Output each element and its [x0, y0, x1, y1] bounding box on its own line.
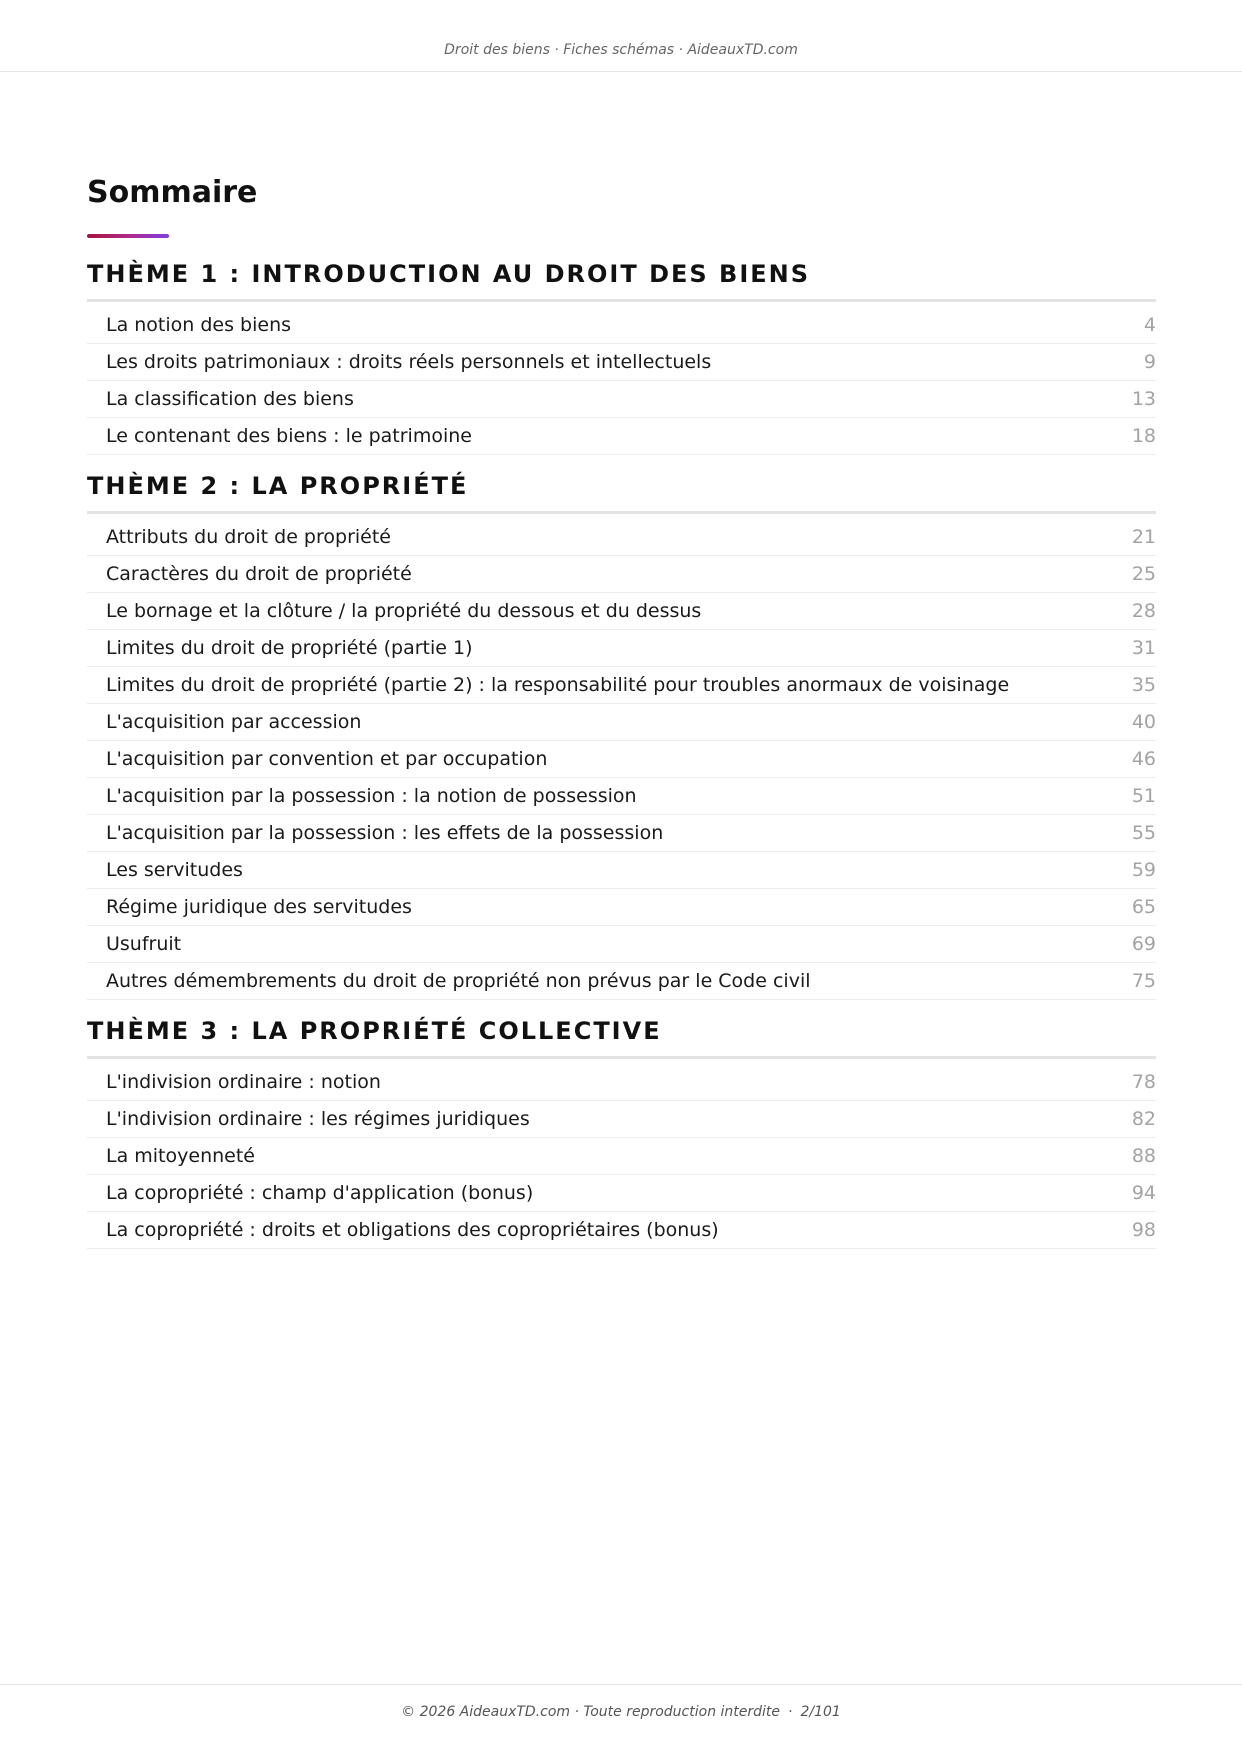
toc-entry[interactable]	[87, 815, 1156, 852]
entry-label: L'acquisition par convention et par occupation	[106, 748, 548, 770]
entry-label: Autres démembrements du droit de propriété non prévus par le Code civil	[106, 970, 811, 992]
toc-entry[interactable]	[87, 1138, 1156, 1175]
toc-entry[interactable]	[87, 418, 1156, 455]
entry-label: L'acquisition par accession	[106, 711, 362, 733]
toc-entry[interactable]	[87, 852, 1156, 889]
toc-entry[interactable]	[87, 889, 1156, 926]
toc-entry[interactable]	[87, 630, 1156, 667]
entry-page-number: 46	[1131, 748, 1156, 770]
entry-label: L'indivision ordinaire : les régimes juridiques	[106, 1108, 530, 1130]
footer-copyright: © 2026 AideauxTD.com · Toute reproduction interdite	[401, 1704, 781, 1720]
entry-label: Caractères du droit de propriété	[106, 563, 412, 585]
page-title: Sommaire	[87, 175, 258, 210]
entry-page-number: 18	[1131, 425, 1156, 447]
entry-label: La mitoyenneté	[106, 1145, 255, 1167]
toc-entry[interactable]	[87, 667, 1156, 704]
entry-label: L'acquisition par la possession : les effets de la possession	[106, 822, 664, 844]
toc-entry[interactable]	[87, 1175, 1156, 1212]
entry-page-number: 65	[1131, 896, 1156, 918]
entry-page-number: 82	[1131, 1108, 1156, 1130]
theme-section-1	[87, 259, 1156, 455]
toc-entry[interactable]	[87, 1101, 1156, 1138]
theme-title: THÈME 3 : LA PROPRIÉTÉ COLLECTIVE	[87, 1016, 1156, 1059]
toc-entry[interactable]	[87, 514, 1156, 556]
entry-page-number: 75	[1131, 970, 1156, 992]
toc-entry[interactable]	[87, 963, 1156, 1000]
entry-list	[87, 302, 1156, 455]
entry-list	[87, 514, 1156, 1000]
entry-page-number: 31	[1131, 637, 1156, 659]
entry-label: Limites du droit de propriété (partie 2) : la responsabilité pour troubles anormaux de voisinage	[106, 674, 1010, 696]
entry-page-number: 35	[1131, 674, 1156, 696]
entry-page-number: 94	[1131, 1182, 1156, 1204]
entry-page-number: 21	[1131, 526, 1156, 548]
footer-separator: ·	[788, 1704, 793, 1720]
theme-title: THÈME 1 : INTRODUCTION AU DROIT DES BIENS	[87, 259, 1156, 302]
toc-entry[interactable]	[87, 926, 1156, 963]
title-underline	[87, 234, 169, 238]
entry-label: Régime juridique des servitudes	[106, 896, 412, 918]
entry-label: La copropriété : champ d'application (bonus)	[106, 1182, 534, 1204]
entry-label: Le bornage et la clôture / la propriété du dessous et du dessus	[106, 600, 702, 622]
toc-entry[interactable]	[87, 381, 1156, 418]
entry-label: La copropriété : droits et obligations des copropriétaires (bonus)	[106, 1219, 719, 1241]
toc-entry[interactable]	[87, 704, 1156, 741]
page-footer	[0, 1684, 1242, 1754]
entry-page-number: 69	[1131, 933, 1156, 955]
entry-page-number: 88	[1131, 1145, 1156, 1167]
entry-label: Limites du droit de propriété (partie 1)	[106, 637, 473, 659]
entry-page-number: 59	[1131, 859, 1156, 881]
toc-entry[interactable]	[87, 1059, 1156, 1101]
entry-page-number: 9	[1143, 351, 1156, 373]
footer-text	[0, 1704, 1242, 1720]
entry-page-number: 40	[1131, 711, 1156, 733]
entry-label: Attributs du droit de propriété	[106, 526, 391, 548]
entry-label: L'acquisition par la possession : la notion de possession	[106, 785, 637, 807]
toc-entry[interactable]	[87, 302, 1156, 344]
entry-list	[87, 1059, 1156, 1249]
entry-page-number: 25	[1131, 563, 1156, 585]
page-indicator: 2/101	[800, 1704, 841, 1720]
toc-entry[interactable]	[87, 1212, 1156, 1249]
entry-page-number: 55	[1131, 822, 1156, 844]
table-of-contents	[87, 172, 1156, 1249]
header-text: Droit des biens · Fiches schémas · AideauxTD.com	[444, 42, 798, 58]
toc-entry[interactable]	[87, 593, 1156, 630]
theme-section-3	[87, 1016, 1156, 1249]
toc-entry[interactable]	[87, 344, 1156, 381]
toc-entry[interactable]	[87, 556, 1156, 593]
entry-page-number: 4	[1143, 314, 1156, 336]
toc-entry[interactable]	[87, 741, 1156, 778]
theme-section-2	[87, 471, 1156, 1000]
entry-page-number: 78	[1131, 1071, 1156, 1093]
entry-label: La classification des biens	[106, 388, 354, 410]
entry-label: Les droits patrimoniaux : droits réels personnels et intellectuels	[106, 351, 712, 373]
entry-label: Le contenant des biens : le patrimoine	[106, 425, 472, 447]
toc-entry[interactable]	[87, 778, 1156, 815]
entry-page-number: 13	[1131, 388, 1156, 410]
entry-label: L'indivision ordinaire : notion	[106, 1071, 381, 1093]
entry-label: Les servitudes	[106, 859, 243, 881]
entry-page-number: 98	[1131, 1219, 1156, 1241]
entry-label: La notion des biens	[106, 314, 292, 336]
entry-label: Usufruit	[106, 933, 182, 955]
entry-page-number: 28	[1131, 600, 1156, 622]
entry-page-number: 51	[1131, 785, 1156, 807]
page-header	[0, 0, 1242, 72]
theme-title: THÈME 2 : LA PROPRIÉTÉ	[87, 471, 1156, 514]
